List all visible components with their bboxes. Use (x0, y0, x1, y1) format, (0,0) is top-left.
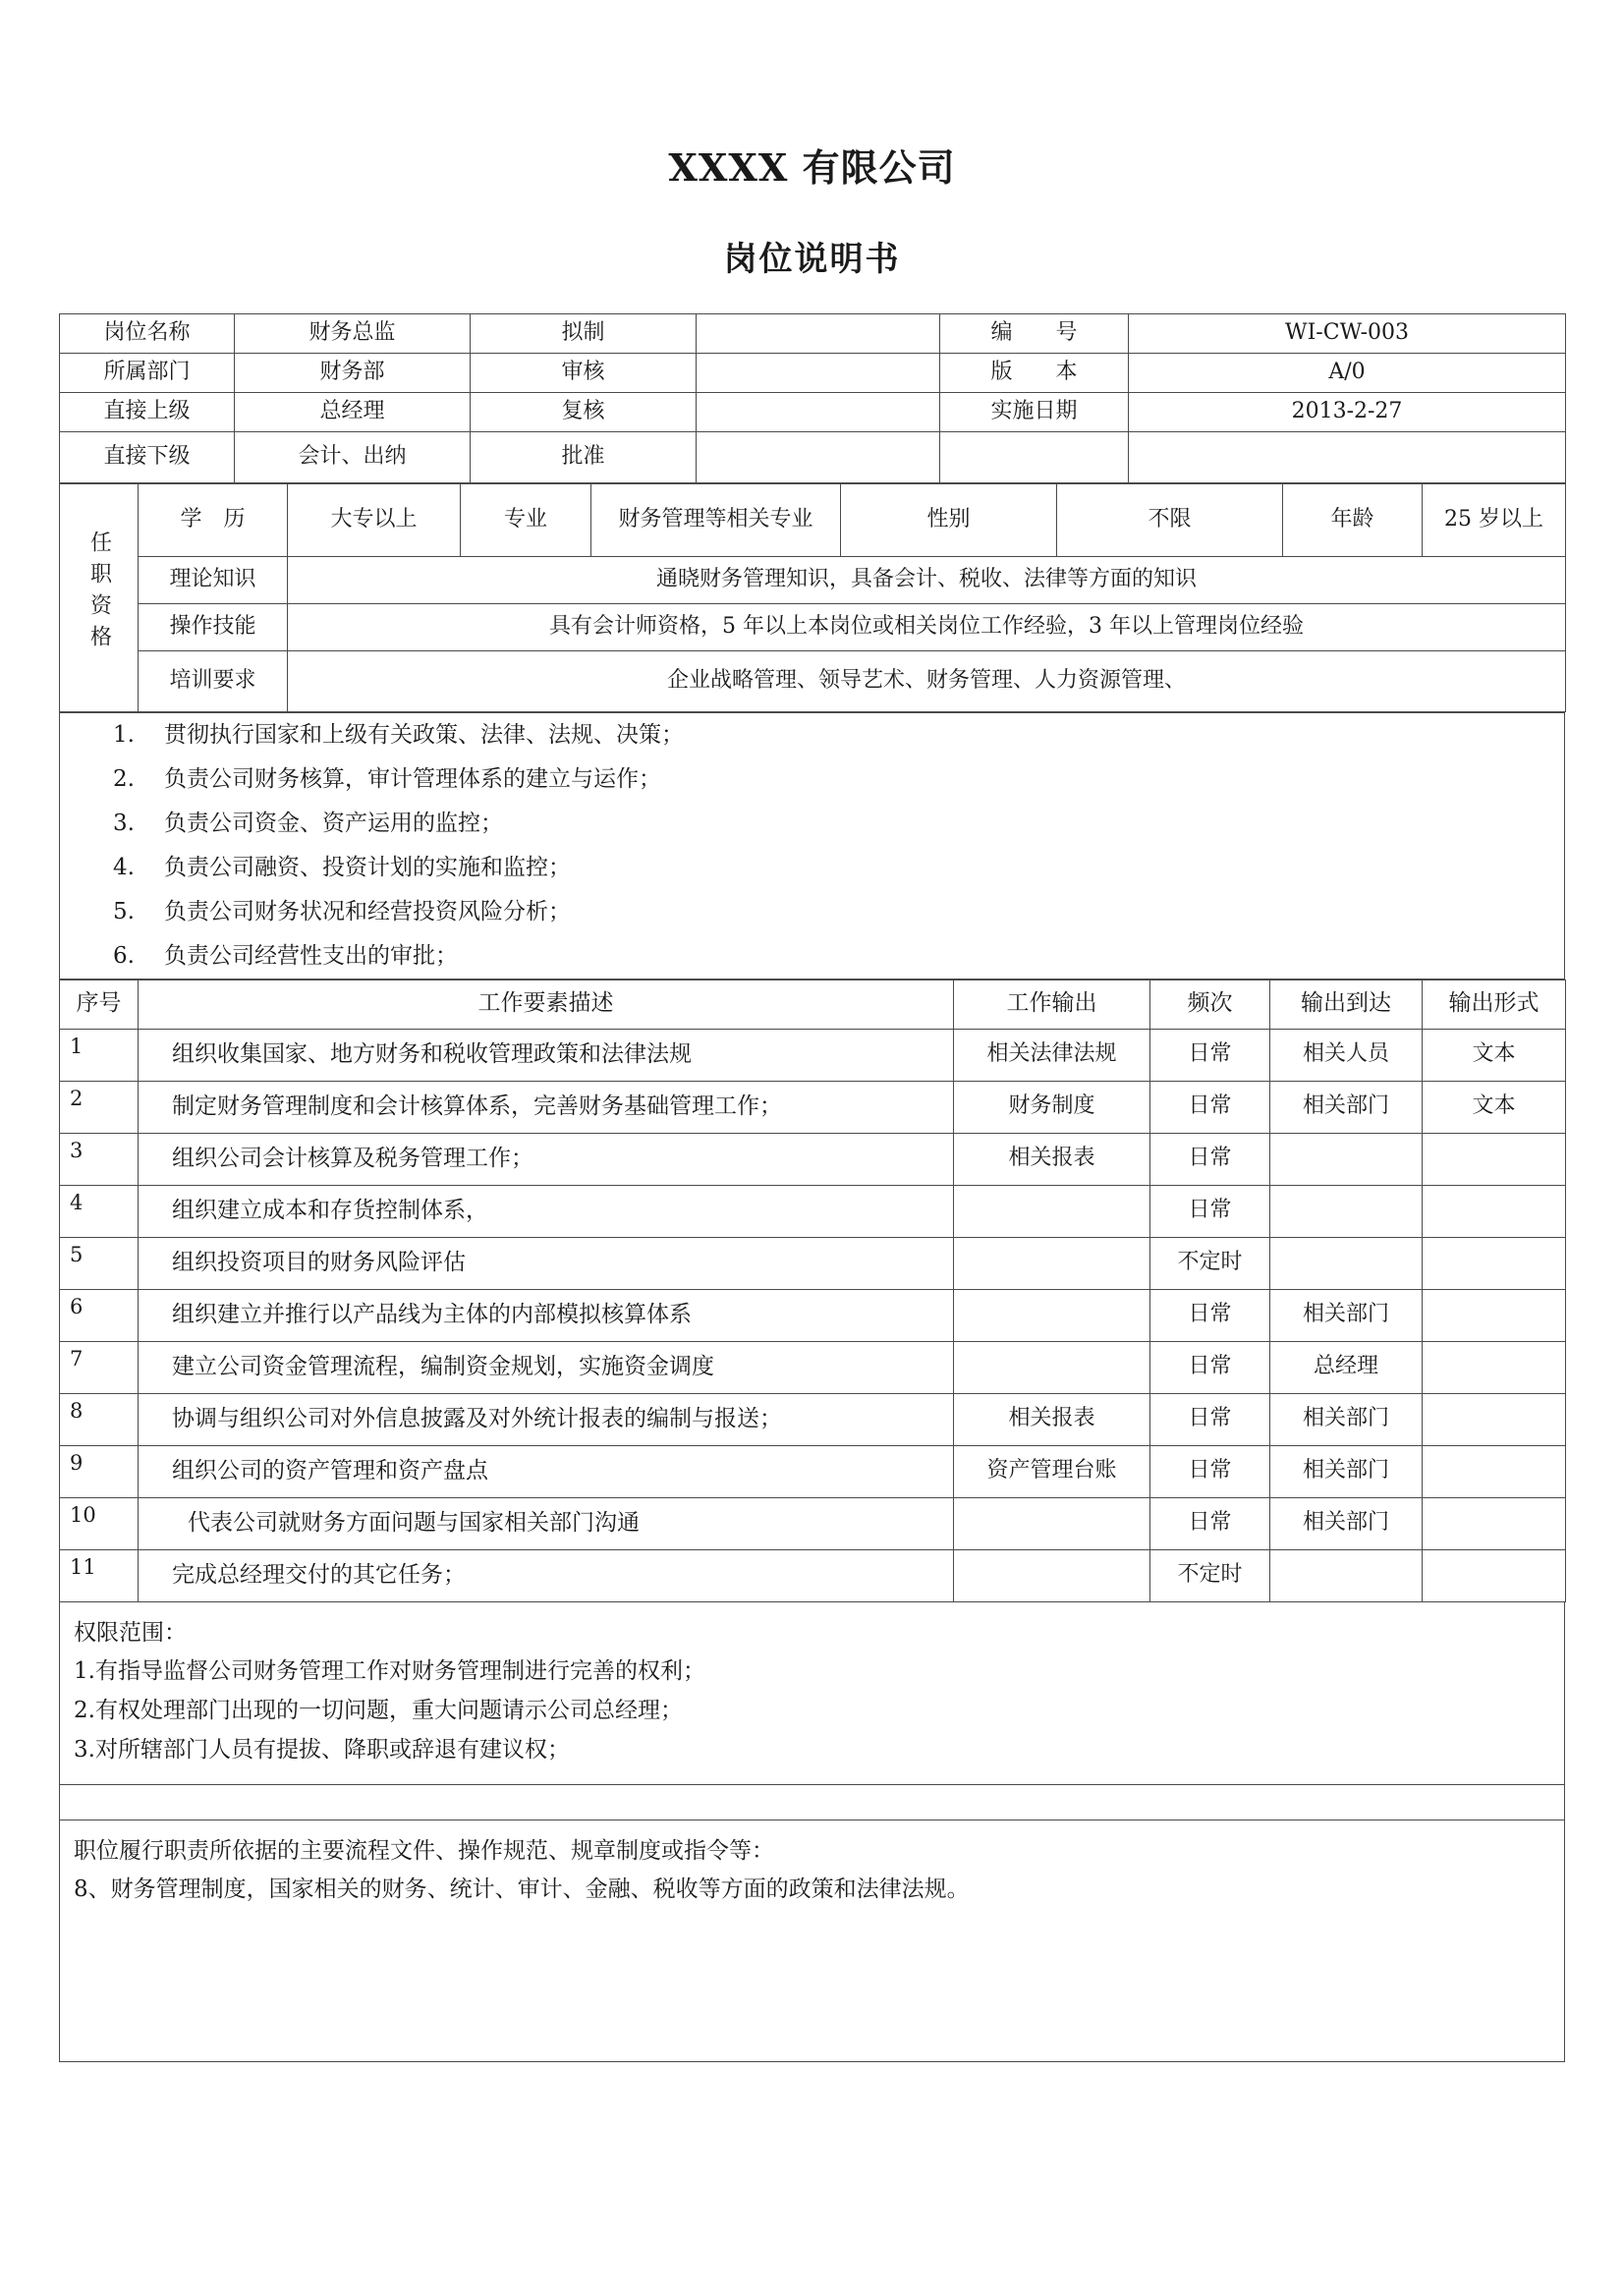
task-form: 文本 (1423, 1029, 1566, 1081)
table-row (60, 556, 1566, 603)
info-table (59, 313, 1566, 483)
meta-label: 版 本 (940, 353, 1129, 392)
task-frequency: 日常 (1150, 1289, 1270, 1341)
task-destination (1270, 1133, 1423, 1185)
training-label: 培训要求 (139, 650, 288, 711)
info-value: 财务部 (235, 353, 471, 392)
task-frequency: 日常 (1150, 1445, 1270, 1497)
list-item: 负责公司财务状况和经营投资风险分析； (164, 898, 571, 924)
info-label: 直接上级 (60, 392, 235, 431)
task-form (1423, 1497, 1566, 1549)
task-frequency: 日常 (1150, 1185, 1270, 1237)
meta-label (940, 431, 1129, 482)
authority-item: 1.有指导监督公司财务管理工作对财务管理制进行完善的权利； (74, 1658, 705, 1685)
table-row (60, 483, 1566, 556)
authority-spacer (59, 1785, 1565, 1820)
task-output: 相关报表 (954, 1133, 1150, 1185)
page-title: 岗位说明书 (723, 239, 901, 279)
task-form (1423, 1133, 1566, 1185)
task-output (954, 1289, 1150, 1341)
table-row (60, 1133, 1566, 1185)
qualification-section-text: 任职资格 (86, 530, 112, 656)
authority-item: 3.对所辖部门人员有提拔、降职或辞退有建议权； (74, 1736, 570, 1763)
task-destination: 相关部门 (1270, 1393, 1423, 1445)
table-row (60, 1497, 1566, 1549)
task-desc: 代表公司就财务方面问题与国家相关部门沟通 (139, 1497, 954, 1549)
task-seq: 10 (60, 1497, 139, 1549)
task-destination (1270, 1549, 1423, 1601)
column-header-frequency: 频次 (1150, 980, 1270, 1029)
authority-title: 权限范围： (74, 1619, 187, 1646)
task-seq: 5 (60, 1237, 139, 1289)
task-frequency: 不定时 (1150, 1549, 1270, 1601)
reference-item: 8、财务管理制度，国家相关的财务、统计、审计、金融、税收等方面的政策和法律法规。 (74, 1876, 970, 1903)
reference-title: 职位履行职责所依据的主要流程文件、操作规范、规章制度或指令等： (74, 1837, 774, 1864)
task-frequency: 不定时 (1150, 1237, 1270, 1289)
table-row (60, 1081, 1566, 1133)
task-form (1423, 1237, 1566, 1289)
table-row (60, 1185, 1566, 1237)
task-seq: 2 (60, 1081, 139, 1133)
table-row (60, 1445, 1566, 1497)
sign-label: 复核 (471, 392, 697, 431)
skill-label: 操作技能 (139, 603, 288, 650)
duty-list-table (59, 712, 1565, 980)
list-item: 负责公司财务核算，审计管理体系的建立与运作； (164, 765, 661, 792)
skill-value: 具有会计师资格，5 年以上本岗位或相关岗位工作经验，3 年以上管理岗位经验 (288, 603, 1566, 650)
duty-list-cell (60, 712, 1565, 979)
table-row (60, 392, 1566, 431)
table-row (60, 431, 1566, 482)
qualification-table (59, 483, 1566, 712)
knowledge-value: 通晓财务管理知识，具备会计、税收、法律等方面的知识 (288, 556, 1566, 603)
task-seq: 11 (60, 1549, 139, 1601)
task-form (1423, 1341, 1566, 1393)
table-row (60, 712, 1565, 979)
column-header-form: 输出形式 (1423, 980, 1566, 1029)
task-output (954, 1237, 1150, 1289)
list-item: 贯彻执行国家和上级有关政策、法律、法规、决策； (164, 721, 684, 748)
info-label: 岗位名称 (60, 313, 235, 353)
gender-value: 不限 (1057, 483, 1283, 556)
task-desc: 协调与组织公司对外信息披露及对外统计报表的编制与报送； (139, 1393, 954, 1445)
info-value: 财务总监 (235, 313, 471, 353)
sign-label: 审核 (471, 353, 697, 392)
table-row (60, 1029, 1566, 1081)
task-seq: 9 (60, 1445, 139, 1497)
authority-block (59, 1602, 1565, 1785)
task-frequency: 日常 (1150, 1341, 1270, 1393)
task-seq: 7 (60, 1341, 139, 1393)
meta-label: 编 号 (940, 313, 1129, 353)
table-header-row (60, 980, 1566, 1029)
task-desc: 组织收集国家、地方财务和税收管理政策和法律法规 (139, 1029, 954, 1081)
info-label: 所属部门 (60, 353, 235, 392)
qualification-section-label (60, 483, 139, 711)
task-seq: 6 (60, 1289, 139, 1341)
task-table (59, 980, 1566, 1602)
task-form (1423, 1185, 1566, 1237)
task-form (1423, 1445, 1566, 1497)
knowledge-label: 理论知识 (139, 556, 288, 603)
task-desc: 建立公司资金管理流程，编制资金规划，实施资金调度 (139, 1341, 954, 1393)
task-desc: 制定财务管理制度和会计核算体系，完善财务基础管理工作； (139, 1081, 954, 1133)
column-header-seq: 序号 (60, 980, 139, 1029)
sign-label: 批准 (471, 431, 697, 482)
task-destination: 相关部门 (1270, 1289, 1423, 1341)
task-seq: 3 (60, 1133, 139, 1185)
table-row (60, 1289, 1566, 1341)
task-output: 相关报表 (954, 1393, 1150, 1445)
task-frequency: 日常 (1150, 1133, 1270, 1185)
column-header-destination: 输出到达 (1270, 980, 1423, 1029)
task-frequency: 日常 (1150, 1029, 1270, 1081)
task-desc: 组织公司的资产管理和资产盘点 (139, 1445, 954, 1497)
task-desc: 组织建立并推行以产品线为主体的内部模拟核算体系 (139, 1289, 954, 1341)
info-label: 直接下级 (60, 431, 235, 482)
table-row (60, 650, 1566, 711)
table-row (60, 1549, 1566, 1601)
task-destination: 总经理 (1270, 1341, 1423, 1393)
meta-value (1129, 431, 1566, 482)
task-output (954, 1497, 1150, 1549)
task-destination (1270, 1185, 1423, 1237)
education-value: 大专以上 (288, 483, 461, 556)
meta-value: A/0 (1129, 353, 1566, 392)
authority-item: 2.有权处理部门出现的一切问题，重大问题请示公司总经理； (74, 1698, 683, 1724)
info-value: 会计、出纳 (235, 431, 471, 482)
age-label: 年龄 (1283, 483, 1423, 556)
task-desc: 完成总经理交付的其它任务； (139, 1549, 954, 1601)
meta-value: WI-CW-003 (1129, 313, 1566, 353)
task-desc: 组织公司会计核算及税务管理工作； (139, 1133, 954, 1185)
task-form: 文本 (1423, 1081, 1566, 1133)
task-output: 相关法律法规 (954, 1029, 1150, 1081)
task-output: 财务制度 (954, 1081, 1150, 1133)
training-value: 企业战略管理、领导艺术、财务管理、人力资源管理、 (288, 650, 1566, 711)
task-frequency: 日常 (1150, 1081, 1270, 1133)
sign-value (697, 392, 940, 431)
sign-value (697, 313, 940, 353)
task-form (1423, 1289, 1566, 1341)
table-row (60, 1237, 1566, 1289)
info-value: 总经理 (235, 392, 471, 431)
task-seq: 4 (60, 1185, 139, 1237)
list-item: 负责公司融资、投资计划的实施和监控； (164, 854, 571, 880)
task-seq: 8 (60, 1393, 139, 1445)
task-seq: 1 (60, 1029, 139, 1081)
meta-label: 实施日期 (940, 392, 1129, 431)
task-destination: 相关部门 (1270, 1445, 1423, 1497)
meta-value: 2013-2-27 (1129, 392, 1566, 431)
task-frequency: 日常 (1150, 1497, 1270, 1549)
sign-label: 拟制 (471, 313, 697, 353)
table-row (60, 1393, 1566, 1445)
age-value: 25 岁以上 (1423, 483, 1566, 556)
task-destination: 相关部门 (1270, 1497, 1423, 1549)
task-desc: 组织投资项目的财务风险评估 (139, 1237, 954, 1289)
task-form (1423, 1393, 1566, 1445)
sign-value (697, 431, 940, 482)
list-item: 负责公司资金、资产运用的监控； (164, 810, 503, 836)
company-title: XXXX 有限公司 (668, 145, 956, 190)
column-header-output: 工作输出 (954, 980, 1150, 1029)
task-frequency: 日常 (1150, 1393, 1270, 1445)
education-label: 学 历 (139, 483, 288, 556)
sign-value (697, 353, 940, 392)
task-output (954, 1185, 1150, 1237)
task-destination: 相关人员 (1270, 1029, 1423, 1081)
task-desc: 组织建立成本和存货控制体系， (139, 1185, 954, 1237)
major-value: 财务管理等相关专业 (591, 483, 841, 556)
gender-label: 性别 (841, 483, 1057, 556)
task-destination: 相关部门 (1270, 1081, 1423, 1133)
duty-list (66, 713, 1558, 979)
table-row (60, 313, 1566, 353)
task-output: 资产管理台账 (954, 1445, 1150, 1497)
list-item: 负责公司经营性支出的审批； (164, 942, 458, 969)
table-row (60, 1341, 1566, 1393)
task-output (954, 1549, 1150, 1601)
task-form (1423, 1549, 1566, 1601)
reference-block (59, 1820, 1565, 2062)
table-row (60, 603, 1566, 650)
task-output (954, 1341, 1150, 1393)
major-label: 专业 (461, 483, 591, 556)
column-header-desc: 工作要素描述 (139, 980, 954, 1029)
task-destination (1270, 1237, 1423, 1289)
table-row (60, 353, 1566, 392)
